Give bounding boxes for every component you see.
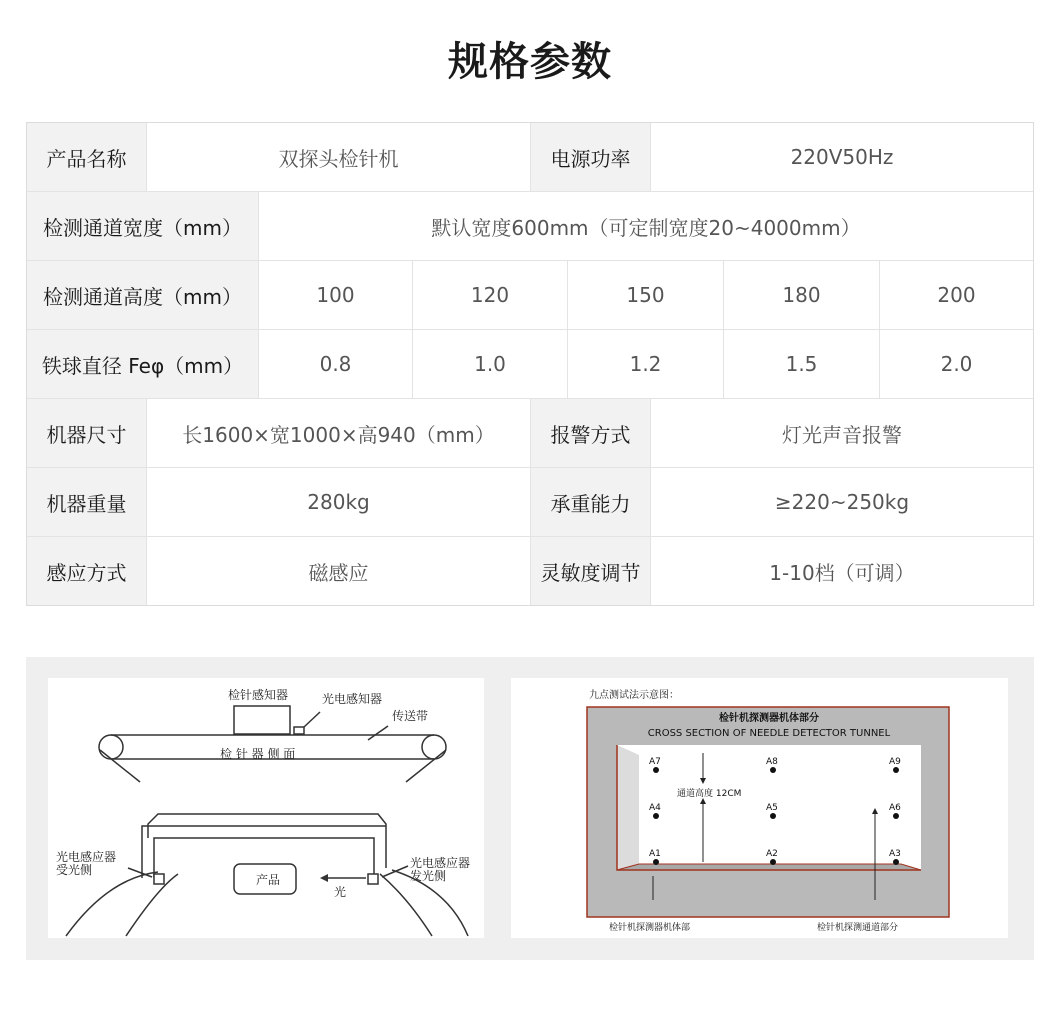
receiver-label-2: 受光侧 [56,863,93,877]
ball-diameter-cell: 1.2 [568,330,724,399]
nine-point-heading: 九点测试法示意图： [589,690,679,701]
product-label: 产品 [256,873,281,887]
size-label: 机器尺寸 [27,399,147,468]
sensor-label: 检针感知器 [228,688,289,702]
sensing-value: 磁感应 [147,537,531,605]
channel-height-cell: 200 [880,261,1033,330]
weight-label: 机器重量 [27,468,147,537]
test-point-label: A9 [889,757,901,767]
power-value: 220V50Hz [651,123,1033,192]
sensitivity-value: 1-10档（可调） [769,560,915,585]
test-point-label: A7 [649,757,661,767]
channel-height-cell: 100 [259,261,413,330]
channel-height-cell: 120 [413,261,568,330]
emitter-label-1: 光电感应器 [410,856,471,870]
test-point-label: A1 [649,849,661,859]
power-label: 电源功率 [531,123,651,192]
ball-diameter-cell: 0.8 [259,330,413,399]
page-title: 规格参数 [448,39,612,85]
light-label: 光 [334,885,347,899]
test-point-label: A4 [649,803,661,813]
tunnel-label: 检针机探测通道部分 [817,923,899,933]
spec-table [26,122,1034,606]
ball-diameter-cell: 1.5 [724,330,880,399]
photo-sensor-label: 光电感知器 [322,692,383,706]
emitter-label-2: 发光侧 [410,869,447,883]
diagram-panel [26,657,1034,960]
tunnel-title-en: CROSS SECTION OF NEEDLE DETECTOR TUNNEL [647,728,891,739]
nine-point-diagram [511,678,1008,938]
test-point-label: A2 [766,849,778,859]
tunnel-title-cn: 检针机探测器机体部分 [719,713,819,724]
test-point-label: A8 [766,757,778,767]
alarm-value: 灯光声音报警 [651,399,1033,468]
channel-height-cell: 180 [724,261,880,330]
belt-label: 传送带 [392,709,429,723]
channel-width-value: 默认宽度600mm（可定制宽度20~4000mm） [259,192,1033,261]
ball-diameter-cell: 2.0 [880,330,1033,399]
channel-height-cell: 150 [568,261,724,330]
receiver-label-1: 光电感应器 [56,850,117,864]
product-name-label: 产品名称 [27,123,147,192]
side-label: 检 针 器 侧 面 [220,747,296,761]
side-view-drawing [48,678,484,938]
channel-width-label: 检测通道宽度（mm） [27,192,259,261]
channel-height-label: 检测通道高度（mm） [27,261,259,330]
ball-diameter-label: 铁球直径 Feφ（mm） [27,330,259,399]
ball-diameter-cell: 1.0 [413,330,568,399]
load-label: 承重能力 [531,468,651,537]
product-name-value: 双探头检针机 [147,123,531,192]
detector-side-diagram [48,678,484,938]
tunnel-cross-section [511,678,1008,938]
load-value: ≥220~250kg [651,468,1033,537]
test-point-label: A3 [889,849,901,859]
alarm-label: 报警方式 [531,399,651,468]
sensing-label: 感应方式 [27,537,147,605]
test-point-label: A6 [889,803,901,813]
sensitivity-label: 灵敏度调节 [531,537,651,605]
weight-value: 280kg [147,468,531,537]
body-label: 检针机探测器机体部 [609,923,691,933]
test-point-label: A5 [766,803,778,813]
height-label: 通道高度 12CM [677,789,742,799]
size-value: 长1600×宽1000×高940（mm） [147,399,531,468]
